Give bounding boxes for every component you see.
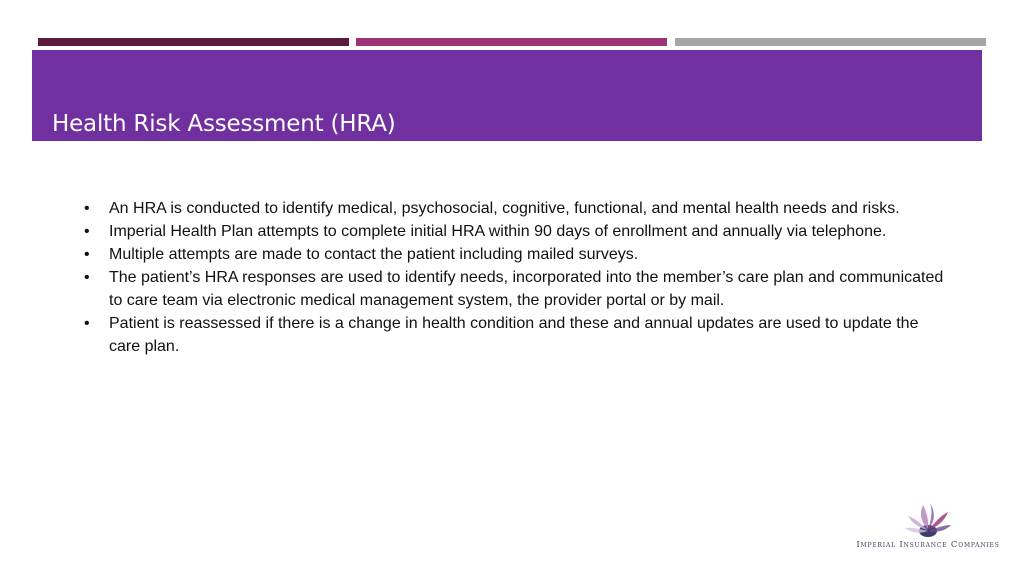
bullet-list: [84, 197, 944, 358]
bullet-item: [84, 312, 944, 358]
bullet-marker: •: [84, 315, 90, 332]
bullet-marker: •: [84, 246, 90, 263]
lotus-petals-icon: [903, 503, 953, 543]
accent-stripe-dark: [38, 38, 349, 46]
title-band: [32, 50, 982, 141]
slide-title: Health Risk Assessment (HRA): [52, 111, 396, 137]
company-logo: [846, 500, 1010, 560]
bullet-marker: •: [84, 223, 90, 240]
accent-stripe-gray: [675, 38, 986, 46]
bullet-marker: •: [84, 200, 90, 217]
bullet-text: An HRA is conducted to identify medical, psychosocial, cognitive, functional, and mental health needs and risks.: [109, 200, 900, 217]
bullet-text: Patient is reassessed if there is a change in health condition and these and annual updates are used to update the care plan.: [109, 315, 919, 355]
bullet-text: Multiple attempts are made to contact the patient including mailed surveys.: [109, 246, 639, 263]
bullet-item: [84, 220, 944, 243]
accent-stripe-magenta: [356, 38, 667, 46]
bullet-text: The patient’s HRA responses are used to identify needs, incorporated into the member’s care plan and communicated to care team via electronic medical management system, the provider portal or by mail.: [109, 269, 944, 309]
bullet-item: [84, 243, 944, 266]
bullet-item: [84, 266, 944, 312]
logo-text: Imperial Insurance Companies: [856, 540, 1000, 550]
bullet-item: [84, 197, 944, 220]
bullet-text: Imperial Health Plan attempts to complete initial HRA within 90 days of enrollment and annually via telephone.: [109, 223, 887, 240]
bullet-marker: •: [84, 269, 90, 286]
